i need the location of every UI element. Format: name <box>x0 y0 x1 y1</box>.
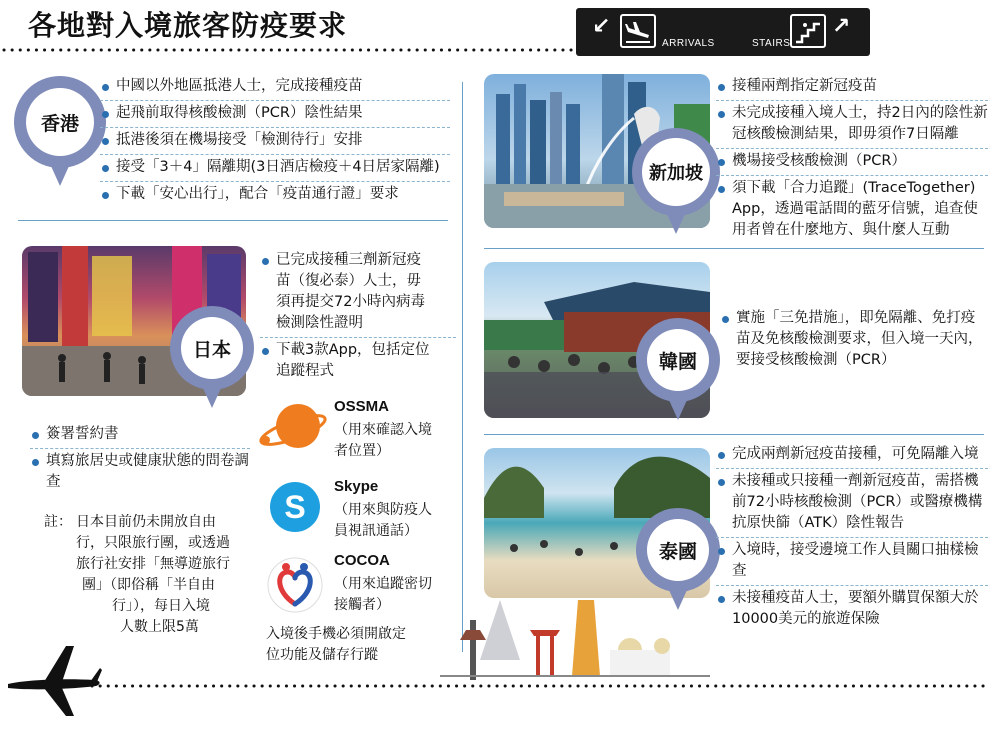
list-item: 實施「三免措施」，即免隔離、免打疫苗及免核酸檢測要求，但入境一天內，要接受核酸檢測（PCR） <box>720 308 988 374</box>
note-label: 註： <box>44 514 72 530</box>
hongkong-bullets <box>100 76 450 210</box>
japan-label: 日本 <box>181 317 243 379</box>
app-desc-ossma: （用來確認入境 者位置） <box>334 422 432 459</box>
japan-bullets <box>260 250 456 387</box>
thailand-bullets <box>716 444 988 635</box>
list-item: 未完成接種入境人士，持2日內的陰性新冠核酸檢測結果，即毋須作7日隔離 <box>716 103 988 149</box>
svg-text:S: S <box>284 489 306 525</box>
app-name-skype: Skype <box>334 478 379 495</box>
stairs-icon <box>790 14 826 48</box>
skype-icon <box>268 480 322 534</box>
page-title: 各地對入境旅客防疫要求 <box>28 9 348 42</box>
arrivals-sign <box>576 8 870 56</box>
korea-pin <box>636 318 720 432</box>
ossma-icon <box>258 400 328 456</box>
arrow-up-right-icon: ↗ <box>832 14 851 39</box>
arrivals-label: ARRIVALS <box>662 38 715 49</box>
korea-label: 韓國 <box>647 329 709 391</box>
list-item: 下載3款App，包括定位 追蹤程式 <box>260 340 456 385</box>
sg-divider <box>484 248 984 249</box>
list-item: 機場接受核酸檢測（PCR） <box>716 151 988 176</box>
airplane-icon <box>4 640 104 720</box>
cocoa-icon <box>266 556 324 614</box>
japan-left-bullets <box>30 424 250 498</box>
stairs-label: STAIRS <box>752 38 791 49</box>
singapore-pin <box>632 128 720 248</box>
arrivals-icon <box>620 14 656 48</box>
list-item: 入境時，接受邊境工作人員關口抽樣檢查 <box>716 540 988 586</box>
list-item: 未接種或只接種一劑新冠疫苗，需搭機前72小時核酸檢測（PCR）或醫療機構抗原快篩（ATK）陰性報告 <box>716 471 988 538</box>
thailand-label: 泰國 <box>647 519 709 581</box>
hk-divider <box>18 220 448 221</box>
japan-note: 日本目前仍未開放自由 行，只限旅行團，或透過 旅行社安排「無導遊旅行 團」（即俗稱「半自由 行」），每日入境 人數上限5萬 <box>76 514 230 635</box>
list-item: 須下載「合力追蹤」(TraceTogether) App，透過電話間的藍牙信號，追查使用者曾在什麼地方、與什麼人互動 <box>716 178 988 244</box>
list-item: 接種兩劑指定新冠疫苗 <box>716 76 988 101</box>
list-item: 填寫旅居史或健康狀態的問卷調查 <box>30 451 250 496</box>
list-item: 完成兩劑新冠疫苗接種，可免隔離入境 <box>716 444 988 469</box>
japan-footer-text: 入境後手機必須開啟定 位功能及儲存行蹤 <box>266 626 406 663</box>
landmarks-illustration <box>430 580 720 680</box>
list-item: 接受「3＋4」隔離期(3日酒店檢疫＋4日居家隔離) <box>100 157 450 182</box>
top-dotted-divider <box>0 46 590 54</box>
list-item: 簽署誓約書 <box>30 424 250 449</box>
japan-pin <box>170 306 254 416</box>
kr-divider <box>484 434 984 435</box>
bottom-dotted-divider <box>88 682 993 690</box>
hongkong-pin <box>14 76 106 196</box>
list-item: 未接種疫苗人士，要額外購買保額大於10000美元的旅遊保險 <box>716 588 988 633</box>
app-desc-skype: （用來與防疫人 員視訊通話） <box>334 502 432 539</box>
singapore-label: 新加坡 <box>642 138 710 206</box>
app-name-cocoa: COCOA <box>334 552 390 569</box>
list-item: 已完成接種三劑新冠疫 苗（復必泰）人士，毋 須再提交72小時內病毒 檢測陰性證明 <box>260 250 456 338</box>
korea-bullets <box>720 308 988 376</box>
arrow-down-left-icon: ↙ <box>592 14 611 39</box>
app-desc-cocoa: （用來追蹤密切 接觸者） <box>334 576 432 613</box>
hongkong-label: 香港 <box>26 88 94 156</box>
app-name-ossma: OSSMA <box>334 398 390 415</box>
list-item: 起飛前取得核酸檢測（PCR）陰性結果 <box>100 103 450 128</box>
list-item: 抵港後須在機場接受「檢測待行」安排 <box>100 130 450 155</box>
singapore-bullets <box>716 76 988 246</box>
list-item: 下載「安心出行」，配合「疫苗通行證」要求 <box>100 184 450 208</box>
list-item: 中國以外地區抵港人士，完成接種疫苗 <box>100 76 450 101</box>
center-divider <box>462 82 463 652</box>
